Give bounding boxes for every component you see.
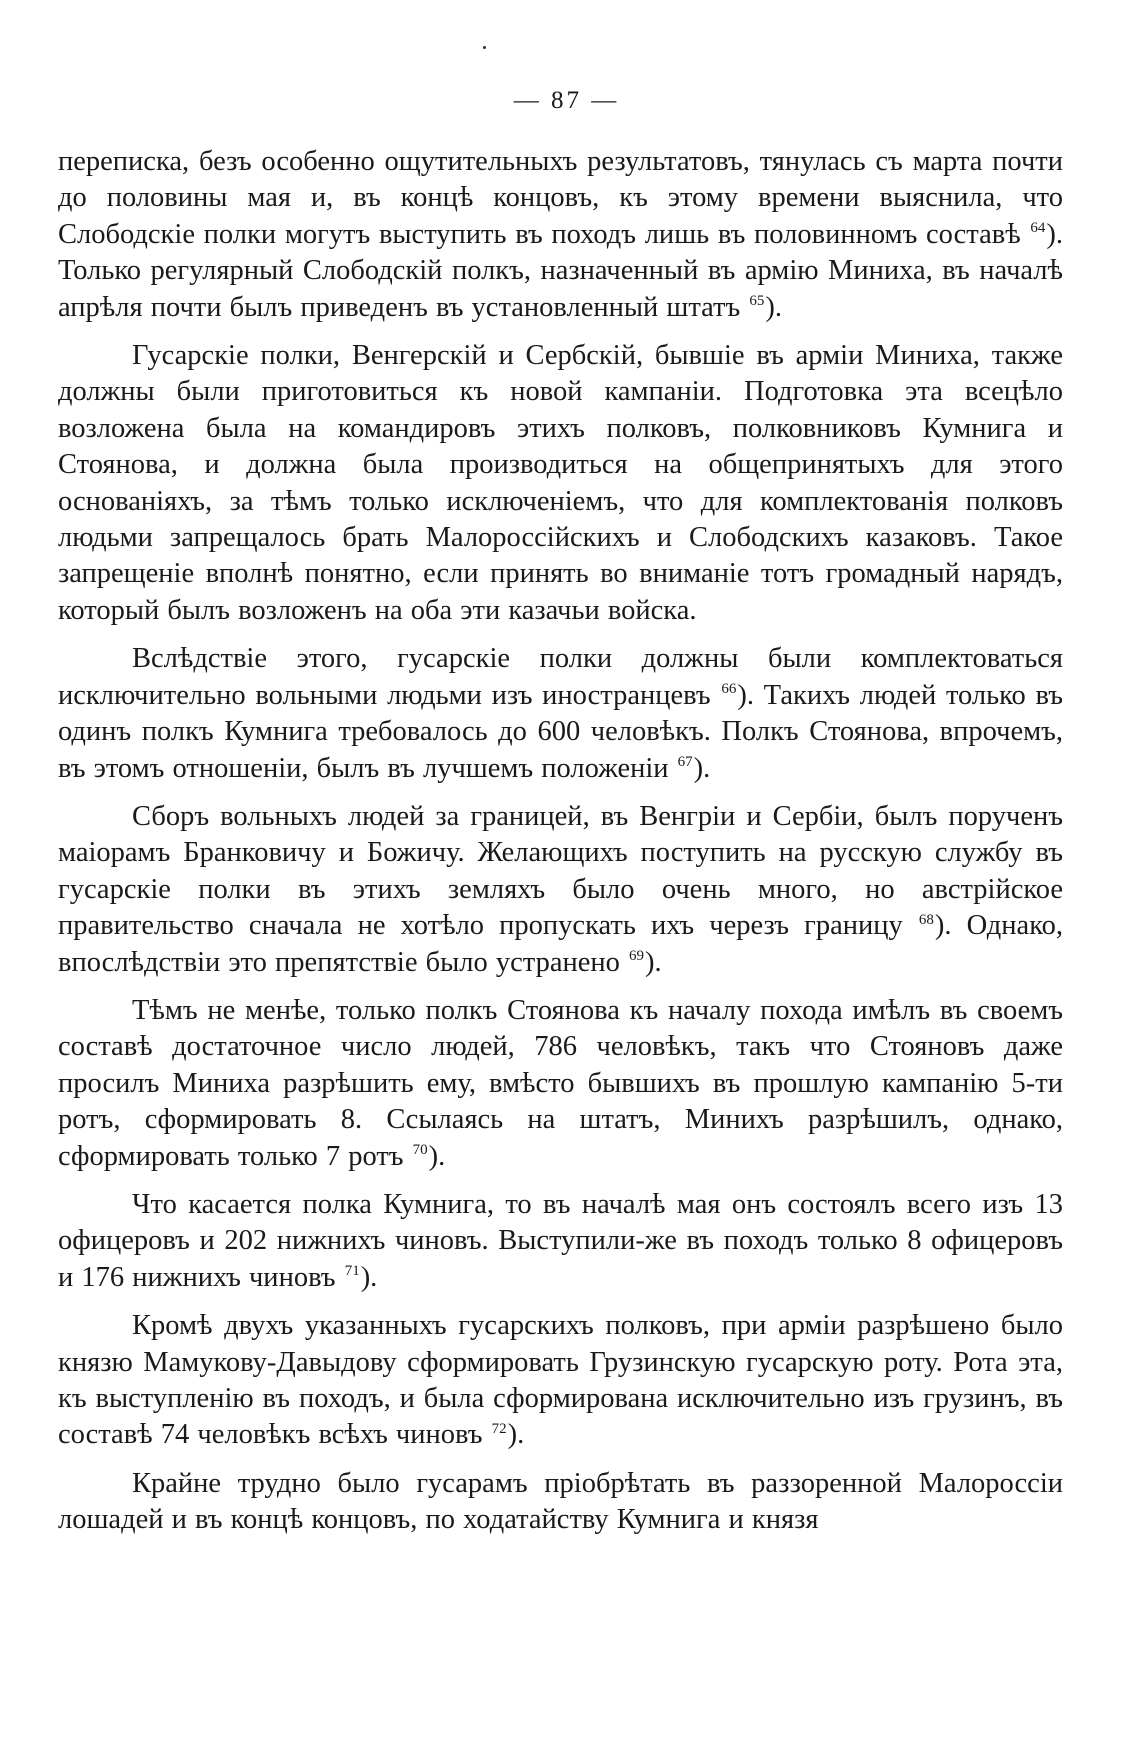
footnote-marker[interactable]: 72 bbox=[491, 1420, 507, 1437]
paragraph-text: ). bbox=[507, 1419, 525, 1451]
text-body bbox=[58, 144, 1063, 1539]
paragraph bbox=[58, 1466, 1063, 1539]
paragraph-text: ). bbox=[765, 291, 782, 323]
footnote-marker[interactable]: 68 bbox=[918, 911, 934, 928]
paragraph bbox=[58, 799, 1063, 981]
page-number: — 87 — bbox=[513, 87, 620, 114]
paragraph-text: ). Однако, впослѣдствіи это препятствіе было устранено bbox=[58, 910, 1063, 978]
paragraph-text: Что касается полка Кумнига, то въ началѣ мая онъ состоялъ всего изъ 13 офицеровъ и 202 нижнихъ чиновъ. Выступили-же въ походъ только 8 офицеровъ и 176 нижнихъ чиновъ bbox=[58, 1188, 1063, 1293]
footnote-marker[interactable]: 65 bbox=[749, 293, 765, 310]
paragraph-text: ). Такихъ людей только въ одинъ полкъ Кумнига требовалось до 600 человѣкъ. Полкъ Стоянова, впрочемъ, въ этомъ отношеніи, былъ въ лучшемъ положеніи bbox=[58, 679, 1063, 784]
paragraph-text: Сборъ вольныхъ людей за границей, въ Венгріи и Сербіи, былъ порученъ маіорамъ Бранковичу и Божичу. Желающихъ поступить на русскую службу въ гусарскіе полки въ этихъ земляхъ было очень много, но австрійское правительство сначала не хотѣло пропускать ихъ черезъ границу bbox=[58, 800, 1063, 942]
paragraph-text: ). bbox=[360, 1261, 378, 1293]
book-page bbox=[58, 86, 1063, 1539]
paragraph-text: Кромѣ двухъ указанныхъ гусарскихъ полковъ, при арміи разрѣшено было князю Мамукову-Давыдову сформировать Грузинскую гусарскую роту. Рота эта, къ выступленію въ походъ, и была сформирована исключительно изъ грузинъ, въ составѣ 74 человѣкъ всѣхъ чиновъ bbox=[58, 1310, 1063, 1451]
paragraph-text: ). bbox=[428, 1140, 446, 1172]
paragraph bbox=[58, 641, 1063, 787]
footnote-marker[interactable]: 70 bbox=[412, 1142, 428, 1159]
paragraph-text: переписка, безъ особенно ощутительныхъ результатовъ, тянулась съ марта почти до половины мая и, въ концѣ концовъ, къ этому времени выяснила, что Слободскіе полки могутъ выступить въ походъ лишь въ половинномъ составѣ bbox=[58, 146, 1063, 250]
paragraph-text: ). bbox=[693, 752, 711, 784]
footnote-marker[interactable]: 69 bbox=[629, 948, 645, 965]
paragraph-text: ). bbox=[645, 946, 662, 978]
paragraph-text: ). Только регулярный Слободскій полкъ, назначенный въ армію Миниха, въ началѣ апрѣля почти былъ приведенъ въ установленный штатъ bbox=[58, 218, 1063, 323]
paragraph bbox=[58, 144, 1063, 326]
paragraph bbox=[58, 993, 1063, 1175]
footnote-marker[interactable]: 71 bbox=[344, 1263, 360, 1280]
footnote-marker[interactable]: 66 bbox=[721, 681, 737, 698]
paragraph bbox=[58, 338, 1063, 629]
paragraph bbox=[58, 1187, 1063, 1296]
paragraph-text: Гусарскіе полки, Венгерскій и Сербскій, бывшіе въ арміи Миниха, также должны были приготовиться къ новой кампаніи. Подготовка эта всецѣло возложена была на командировъ этихъ полковъ, полковниковъ Кумнига и Стоянова, и должна была производиться на общепринятыхъ для этого основаніяхъ, за тѣмъ только исключеніемъ, что для комплектованія полковъ людьми запрещалось брать Малороссійскихъ и Слободскихъ казаковъ. Такое запрещеніе вполнѣ понятно, если принять во вниманіе тотъ громадный нарядъ, который былъ возложенъ на оба эти казачьи войска. bbox=[58, 340, 1063, 626]
paragraph-text: Тѣмъ не менѣе, только полкъ Стоянова къ началу похода имѣлъ въ своемъ составѣ достаточное число людей, 786 человѣкъ, такъ что Стояновъ даже просилъ Миниха разрѣшить ему, вмѣсто бывшихъ въ прошлую кампанію 5-ти ротъ, сформировать 8. Ссылаясь на штатъ, Минихъ разрѣшилъ, однако, сформировать только 7 ротъ bbox=[58, 994, 1063, 1172]
paragraph bbox=[58, 1308, 1063, 1454]
footnote-marker[interactable]: 67 bbox=[677, 754, 693, 770]
footnote-marker[interactable]: 64 bbox=[1030, 220, 1046, 237]
paragraph-text: Крайне трудно было гусарамъ пріобрѣтать въ раззоренной Малороссіи лошадей и въ концѣ концовъ, по ходатайству Кумнига и князя bbox=[58, 1467, 1063, 1536]
print-speck bbox=[483, 46, 486, 49]
paragraph-text: Вслѣдствіе этого, гусарскіе полки должны были комплектоваться исключительно вольными людьми изъ иностранцевъ bbox=[58, 643, 1063, 711]
